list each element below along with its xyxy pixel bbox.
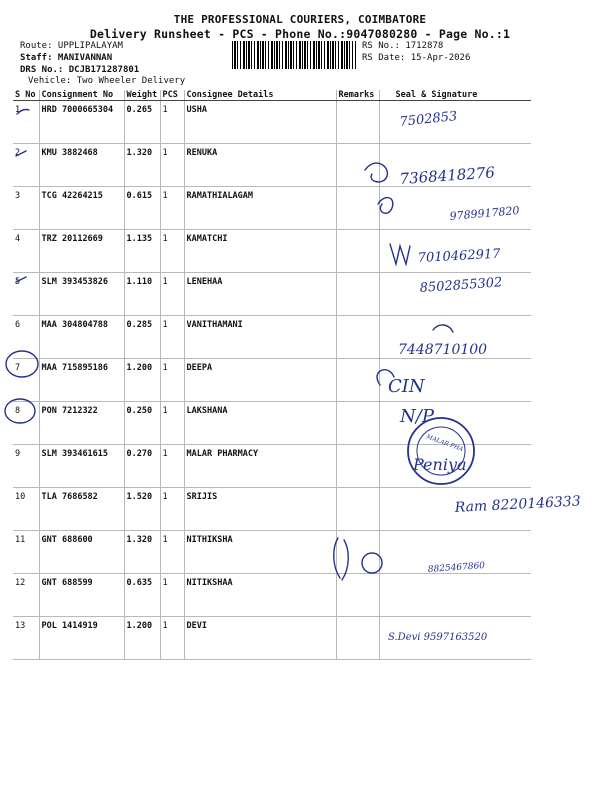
row-remarks (336, 359, 379, 402)
row-consignment: PON 7212322 (39, 402, 124, 445)
row-consignee: RENUKA (184, 144, 336, 187)
row-consignment: GNT 688600 (39, 531, 124, 574)
row-seal (379, 402, 531, 445)
row-pcs: 1 (160, 359, 184, 402)
vehicle-label: Vehicle: Two Wheeler Delivery (28, 76, 186, 86)
row-consignee: MALAR PHARMACY (184, 445, 336, 488)
row-seal (379, 617, 531, 660)
handwritten-phone: 8825467860 (427, 561, 486, 575)
table-header-row (13, 90, 531, 101)
table-row (13, 230, 531, 273)
row-seal (379, 445, 531, 488)
table-row (13, 617, 531, 660)
row-remarks (336, 531, 379, 574)
row-sno: 8 (13, 402, 39, 445)
row-remarks (336, 230, 379, 273)
col-remarks: Remarks (336, 90, 379, 101)
row-consignment: KMU 3882468 (39, 144, 124, 187)
row-consignee: LAKSHANA (184, 402, 336, 445)
table-row (13, 144, 531, 187)
row-sno: 10 (13, 488, 39, 531)
row-weight: 1.320 (124, 531, 160, 574)
row-seal (379, 273, 531, 316)
handwritten-name: Peniya (413, 455, 467, 474)
col-pcs: PCS (160, 90, 184, 101)
rs-date: RS Date: 15-Apr-2026 (362, 53, 471, 63)
table-row (13, 445, 531, 488)
row-seal (379, 531, 531, 574)
handwritten-phone: 7010462917 (417, 246, 501, 266)
barcode (232, 41, 356, 69)
table-row (13, 316, 531, 359)
row-pcs: 1 (160, 316, 184, 359)
row-pcs: 1 (160, 101, 184, 144)
row-consignee: LENEHAA (184, 273, 336, 316)
row-seal (379, 316, 531, 359)
row-consignment: MAA 715895186 (39, 359, 124, 402)
row-sno: 11 (13, 531, 39, 574)
row-remarks (336, 574, 379, 617)
row-pcs: 1 (160, 273, 184, 316)
stamp-text: MALAR PHA (425, 433, 465, 454)
row-sno: 9 (13, 445, 39, 488)
row-remarks (336, 273, 379, 316)
handwritten-phone: 9789917820 (449, 203, 520, 223)
table-row (13, 531, 531, 574)
row-weight: 0.265 (124, 101, 160, 144)
row-sno: 3 (13, 187, 39, 230)
row-sno: 7 (13, 359, 39, 402)
row-remarks (336, 402, 379, 445)
row-consignee: NITIKSHAA (184, 574, 336, 617)
row-remarks (336, 144, 379, 187)
row-pcs: 1 (160, 617, 184, 660)
row-sno: 12 (13, 574, 39, 617)
handwritten-phone: 8502855302 (419, 275, 503, 296)
handwritten-phone: S.Devi 9597163520 (388, 632, 488, 643)
row-weight: 0.615 (124, 187, 160, 230)
row-pcs: 1 (160, 488, 184, 531)
row-sno: 2 (13, 144, 39, 187)
table-row (13, 359, 531, 402)
col-seal: Seal & Signature (379, 90, 531, 101)
company-name: THE PROFESSIONAL COURIERS, COIMBATORE (173, 13, 427, 26)
staff-label: Staff: MANIVANNAN (20, 53, 113, 63)
table-row (13, 574, 531, 617)
row-consignment: POL 1414919 (39, 617, 124, 660)
row-pcs: 1 (160, 574, 184, 617)
drs-label: DRS No.: DCJB171287801 (20, 65, 140, 75)
row-sno: 5 (13, 273, 39, 316)
row-consignment: HRD 7000665304 (39, 101, 124, 144)
col-consignment: Consignment No (39, 90, 124, 101)
row-weight: 0.250 (124, 402, 160, 445)
row-remarks (336, 488, 379, 531)
row-remarks (336, 316, 379, 359)
row-seal (379, 488, 531, 531)
row-weight: 1.200 (124, 617, 160, 660)
row-consignee: SRIJIS (184, 488, 336, 531)
handwritten-note: N/P (400, 406, 434, 427)
row-weight: 1.200 (124, 359, 160, 402)
row-weight: 1.135 (124, 230, 160, 273)
consignment-table (13, 90, 531, 660)
row-pcs: 1 (160, 230, 184, 273)
row-weight: 0.635 (124, 574, 160, 617)
row-weight: 1.320 (124, 144, 160, 187)
row-consignment: TLA 7686582 (39, 488, 124, 531)
row-consignment: SLM 393453826 (39, 273, 124, 316)
rs-number: RS No.: 1712878 (362, 41, 444, 51)
col-weight: Weight (124, 90, 160, 101)
row-weight: 0.270 (124, 445, 160, 488)
row-consignee: VANITHAMANI (184, 316, 336, 359)
row-consignment: TRZ 20112669 (39, 230, 124, 273)
row-remarks (336, 187, 379, 230)
row-pcs: 1 (160, 144, 184, 187)
row-remarks (336, 617, 379, 660)
table-row (13, 402, 531, 445)
row-pcs: 1 (160, 445, 184, 488)
handwritten-phone: 7502853 (398, 109, 459, 130)
row-sno: 6 (13, 316, 39, 359)
row-sno: 4 (13, 230, 39, 273)
handwritten-note: CIN (388, 376, 425, 397)
row-sno: 13 (13, 617, 39, 660)
row-consignee: DEVI (184, 617, 336, 660)
row-pcs: 1 (160, 402, 184, 445)
row-consignment: MAA 304804788 (39, 316, 124, 359)
row-seal (379, 230, 531, 273)
col-sno: S No (13, 90, 39, 101)
row-seal (379, 144, 531, 187)
row-consignee: NITHIKSHA (184, 531, 336, 574)
row-pcs: 1 (160, 187, 184, 230)
runsheet-title: Delivery Runsheet - PCS - Phone No.:9047080280 - Page No.:1 (89, 27, 511, 41)
row-consignment: SLM 393461615 (39, 445, 124, 488)
row-consignee: USHA (184, 101, 336, 144)
row-consignment: TCG 42264215 (39, 187, 124, 230)
row-seal (379, 101, 531, 144)
table-row (13, 187, 531, 230)
table-row (13, 273, 531, 316)
row-weight: 1.110 (124, 273, 160, 316)
row-weight: 0.285 (124, 316, 160, 359)
row-weight: 1.520 (124, 488, 160, 531)
row-sno: 1 (13, 101, 39, 144)
row-remarks (336, 101, 379, 144)
handwritten-phone: 7448710100 (398, 342, 488, 358)
col-consignee: Consignee Details (184, 90, 336, 101)
row-seal (379, 574, 531, 617)
row-remarks (336, 445, 379, 488)
handwritten-phone: 7368418276 (399, 163, 496, 188)
table-row (13, 488, 531, 531)
row-consignee: DEEPA (184, 359, 336, 402)
row-seal (379, 359, 531, 402)
row-consignee: RAMATHIALAGAM (184, 187, 336, 230)
row-pcs: 1 (160, 531, 184, 574)
handwritten-phone: Ram 8220146333 (454, 493, 582, 516)
table-row (13, 101, 531, 144)
route-label: Route: UPPLIPALAYAM (20, 41, 123, 51)
row-consignee: KAMATCHI (184, 230, 336, 273)
row-consignment: GNT 688599 (39, 574, 124, 617)
row-seal (379, 187, 531, 230)
